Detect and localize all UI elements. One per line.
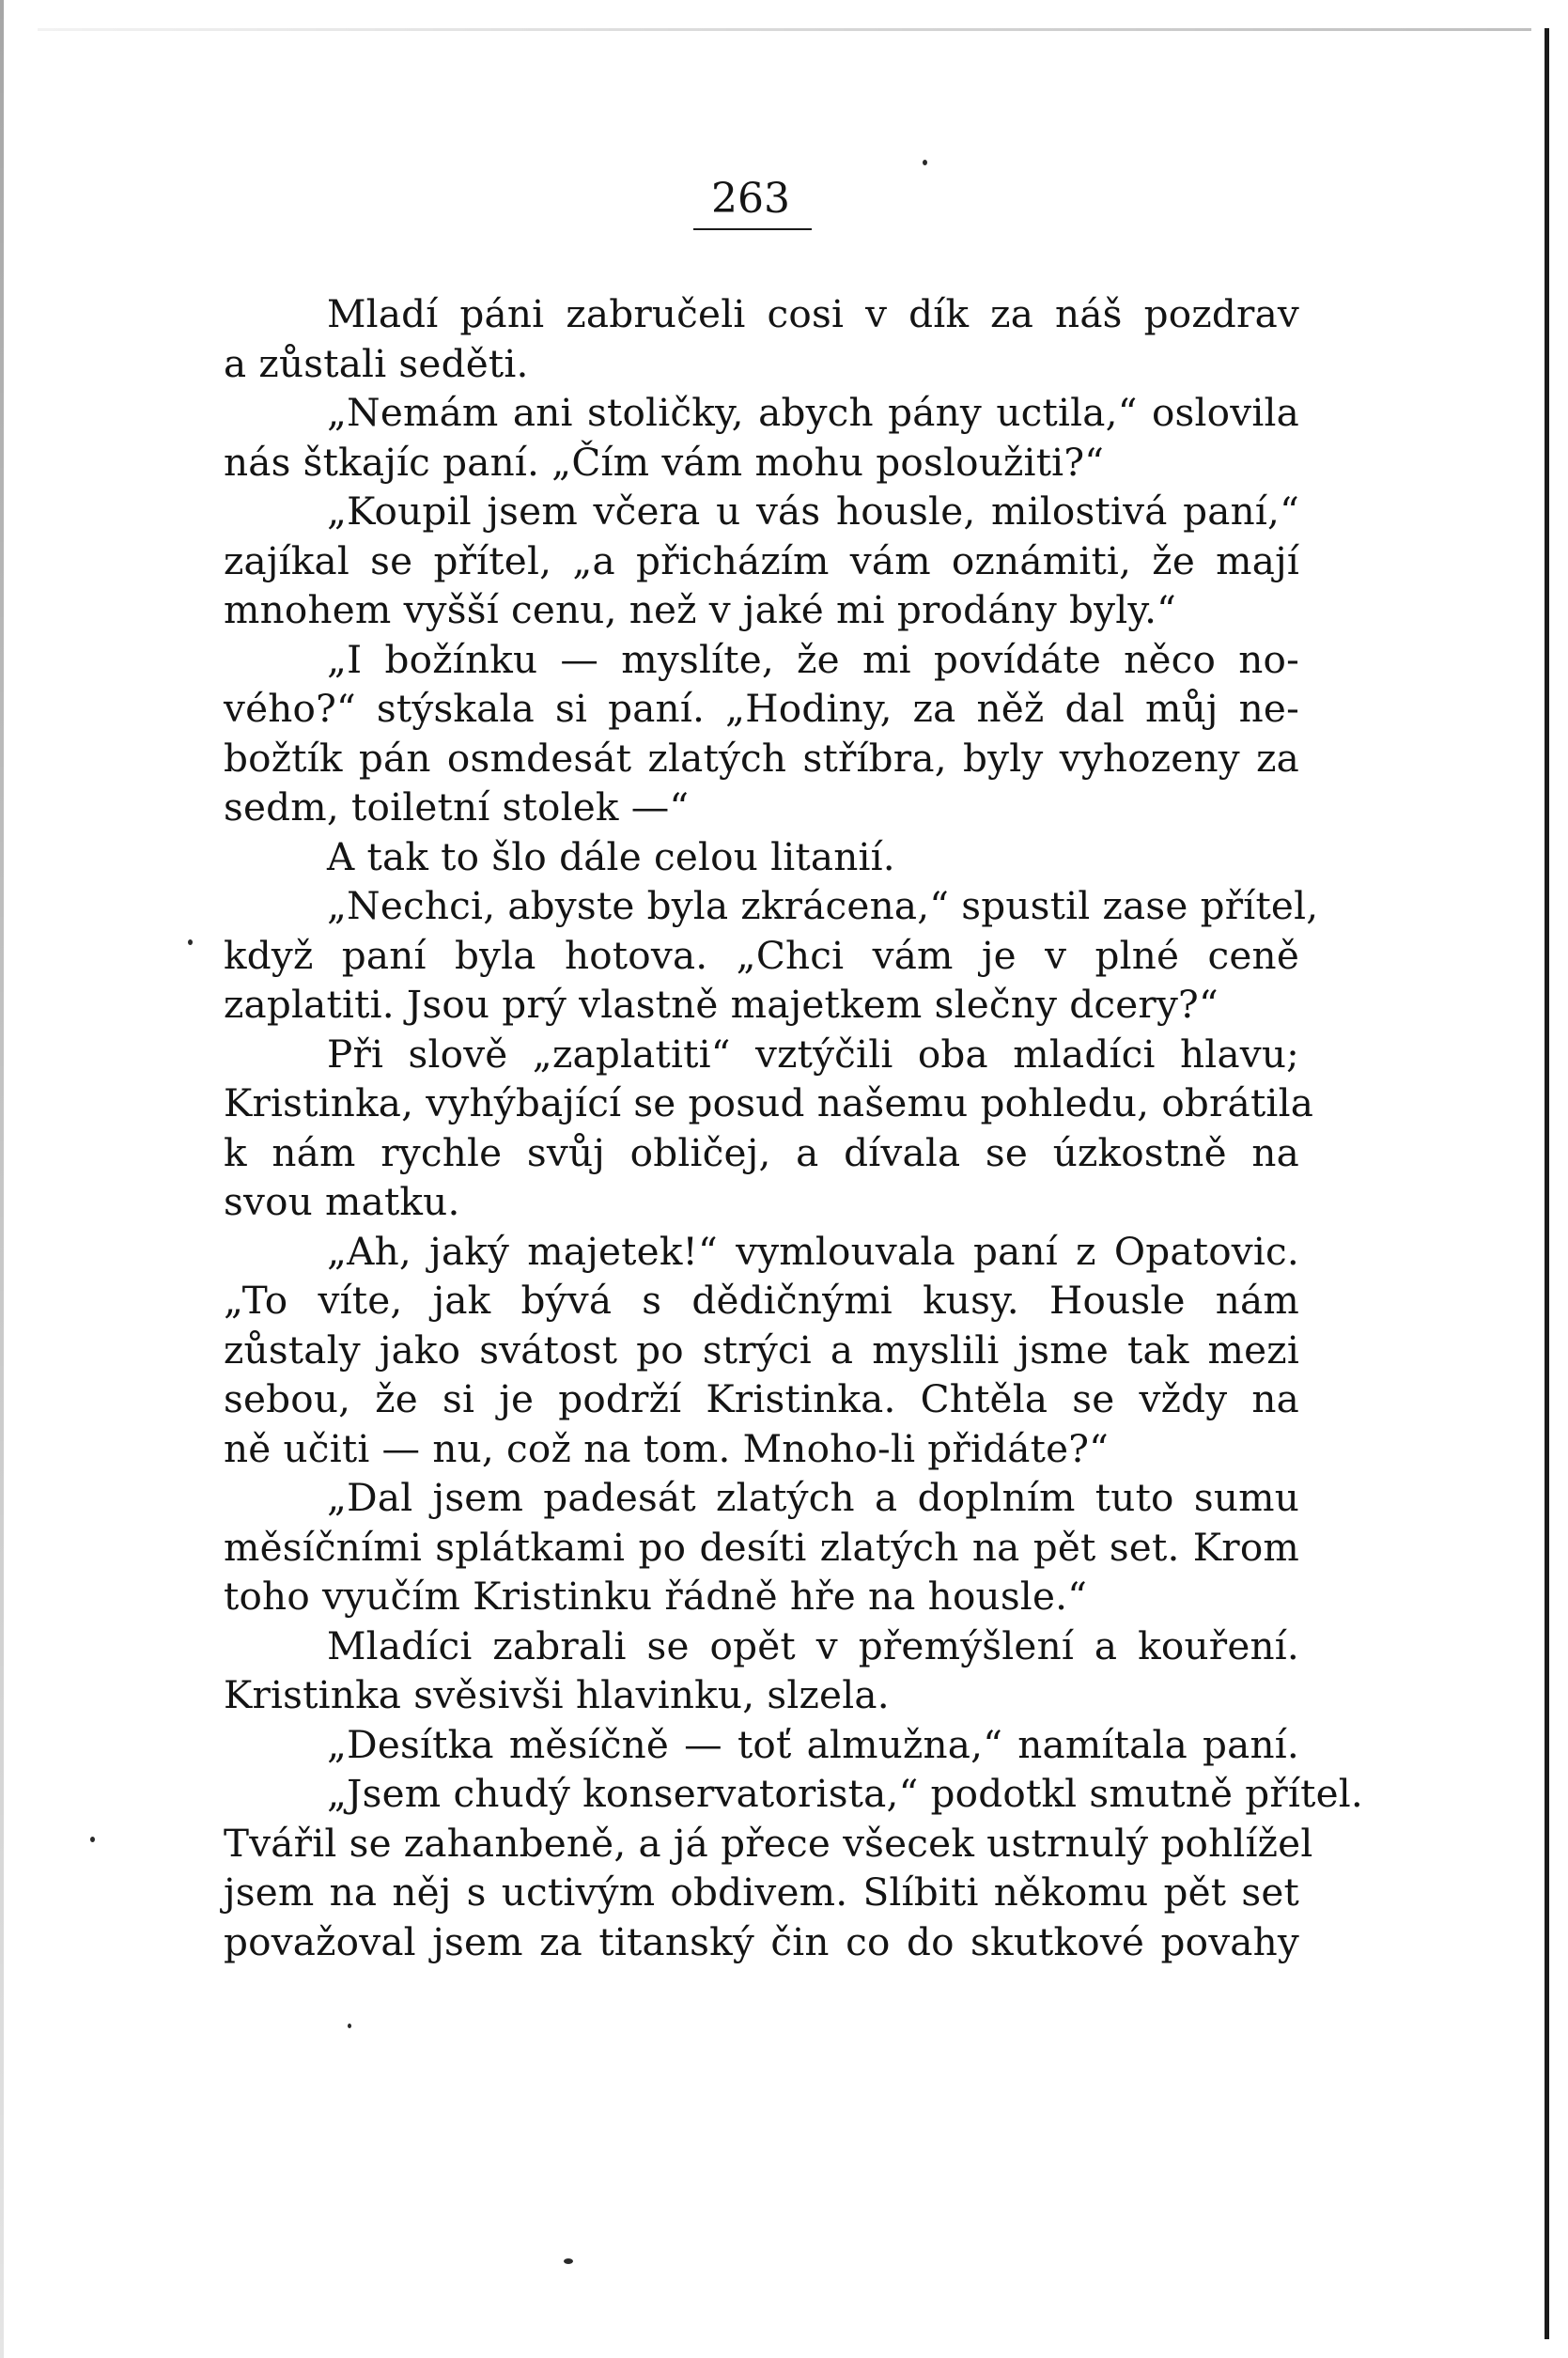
text-line: považoval jsem za titanský čin co do skutkové povahy (224, 1918, 1299, 1964)
text-line: jsem na něj s uctivým obdivem. Slíbiti někomu pět set (224, 1869, 1299, 1915)
text-line: A tak to šlo dále celou litanií. (327, 833, 895, 879)
page-left-edge (0, 0, 4, 2358)
text-line: nás štkajíc paní. „Čím vám mohu posloužiti?“ (224, 439, 1105, 485)
scan-speck (90, 1837, 95, 1842)
scan-speck (923, 160, 927, 165)
text-line: ně učiti — nu, což na tom. Mnoho-li přidáte?“ (224, 1425, 1110, 1471)
text-line: „Nechci, abyste byla zkrácena,“ spustil zase přítel, (327, 883, 1319, 928)
text-line: měsíčními splátkami po desíti zlatých na pět set. Krom (224, 1524, 1299, 1570)
text-line: „Desítka měsíčně — toť almužna,“ namítala paní. (327, 1721, 1299, 1767)
text-line: zůstaly jako svátost po strýci a myslili jsme tak mezi (224, 1326, 1299, 1373)
text-line: zajíkal se přítel, „a přicházím vám oznámiti, že mají (224, 537, 1299, 583)
text-line: Tvářil se zahanbeně, a já přece všecek ustrnulý pohlížel (224, 1820, 1313, 1866)
text-line: Mladíci zabrali se opět v přemýšlení a kouření. (327, 1622, 1299, 1668)
page-number-rule (693, 228, 812, 230)
text-line: „Dal jsem padesát zlatých a doplním tuto sumu (327, 1475, 1299, 1520)
text-line: Kristinka svěsivši hlavinku, slzela. (224, 1672, 890, 1717)
text-line: mnohem vyšší cenu, než v jaké mi prodány byly.“ (224, 587, 1177, 632)
text-line: Při slově „zaplatiti“ vztýčili oba mladíci hlavu; (327, 1031, 1299, 1077)
page-number: 263 (711, 175, 790, 223)
text-line: „Ah, jaký majetek!“ vymlouvala paní z Opatovic. (327, 1228, 1299, 1274)
text-line: svou matku. (224, 1179, 460, 1224)
page-right-edge (1545, 28, 1549, 2339)
text-line: k nám rychle svůj obličej, a dívala se úzkostně na (224, 1129, 1299, 1175)
scan-speck (188, 939, 193, 945)
text-line: Kristinka, vyhýbající se posud našemu pohledu, obrátila (224, 1080, 1314, 1125)
text-line: když paní byla hotova. „Chci vám je v plné ceně (224, 932, 1299, 978)
text-line: a zůstali seděti. (224, 340, 529, 386)
text-line: „To víte, jak bývá s dědičnými kusy. Housle nám (224, 1278, 1299, 1323)
text-line: „I božínku — myslíte, že mi povídáte něco no- (327, 636, 1299, 682)
text-line: „Jsem chudý konservatorista,“ podotkl smutně přítel. (327, 1771, 1363, 1816)
page-top-edge (38, 28, 1531, 31)
text-line: sedm, toiletní stolek —“ (224, 784, 690, 830)
text-line: „Nemám ani stoličky, abych pány uctila,“ oslovila (327, 390, 1299, 435)
text-line: Mladí páni zabručeli cosi v dík za náš pozdrav (327, 291, 1299, 336)
text-line: sebou, že si je podrží Kristinka. Chtěla se vždy na (224, 1376, 1299, 1421)
body-text (224, 289, 1363, 1966)
text-line: zaplatiti. Jsou prý vlastně majetkem slečny dcery?“ (224, 982, 1219, 1027)
scan-speck (564, 2258, 573, 2264)
text-line: božtík pán osmdesát zlatých stříbra, byly vyhozeny za (224, 735, 1299, 781)
scan-speck (348, 2024, 351, 2028)
text-line: vého?“ stýskala si paní. „Hodiny, za něž dal můj ne- (224, 686, 1299, 731)
text-line: toho vyučím Kristinku řádně hře na housle.“ (224, 1574, 1088, 1619)
text-line: „Koupil jsem včera u vás housle, milostivá paní,“ (327, 489, 1299, 534)
